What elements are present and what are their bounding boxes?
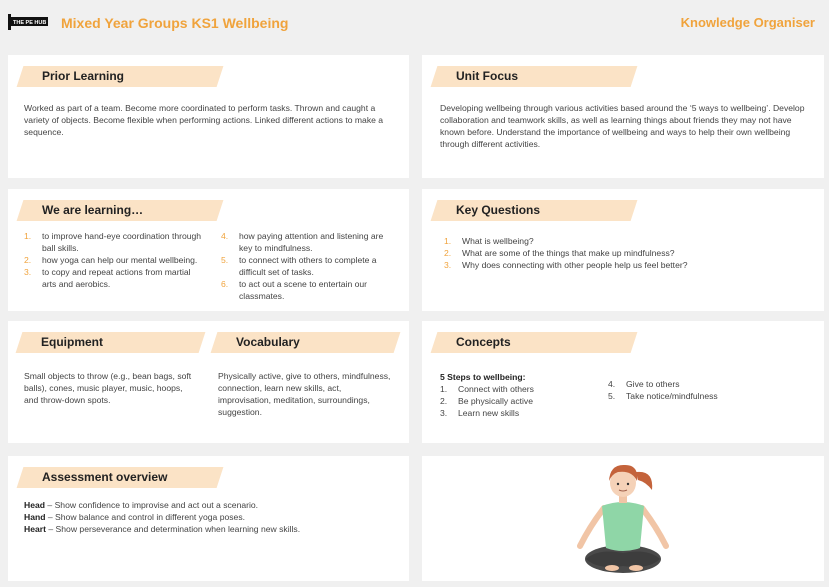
header bbox=[0, 0, 829, 46]
assessment-heart: Heart – Show perseverance and determination when learning new skills. bbox=[24, 523, 301, 534]
key-questions-panel bbox=[422, 189, 824, 311]
list-item: 3. to copy and repeat actions from martial arts and aerobics. bbox=[24, 266, 191, 289]
list-item: 5. Take notice/mindfulness bbox=[608, 390, 718, 401]
unit-focus-heading: Unit Focus bbox=[456, 69, 518, 83]
prior-learning-heading-tag bbox=[17, 66, 224, 87]
prior-learning-heading: Prior Learning bbox=[42, 69, 125, 83]
assessment-hand: Hand – Show balance and control in different yoga poses. bbox=[24, 511, 246, 522]
key-questions-heading-tag bbox=[431, 200, 638, 221]
we-are-learning-heading: We are learning… bbox=[42, 203, 144, 217]
list-item: 2. how yoga can help our mental wellbeing. bbox=[24, 254, 198, 265]
yoga-girl-illustration bbox=[568, 456, 678, 581]
list-item: 1. to improve hand-eye coordination through ball skills. bbox=[24, 231, 202, 253]
illustration-panel bbox=[422, 456, 824, 581]
key-questions-heading: Key Questions bbox=[456, 203, 541, 217]
prior-learning-text: Worked as part of a team. Become more coordinated to perform tasks. Thrown and caught a variety of objects. Become flexible when performing actions. Linked different actions to make a sequence. bbox=[24, 103, 384, 137]
concepts-panel bbox=[422, 321, 824, 443]
assessment-head: Head – Show confidence to improvise and act out a scenario. bbox=[24, 500, 259, 510]
page-subtitle: Knowledge Organiser bbox=[680, 15, 815, 30]
concepts-heading-tag bbox=[431, 332, 638, 353]
equipment-vocabulary-panel bbox=[8, 321, 409, 443]
prior-learning-panel bbox=[8, 55, 409, 178]
concepts-heading: Concepts bbox=[456, 335, 511, 349]
key-questions-list bbox=[444, 236, 804, 272]
equipment-heading-tag bbox=[16, 332, 206, 353]
svg-text:THE PE HUB: THE PE HUB bbox=[13, 20, 47, 26]
we-are-learning-list-right bbox=[221, 231, 396, 302]
vocabulary-text: Physically active, give to others, mindfulness, connection, learn new skills, act, improvisation, meditation, surroundings, suggestion. bbox=[218, 371, 391, 417]
vocabulary-heading: Vocabulary bbox=[236, 335, 300, 349]
list-item: 4. Give to others bbox=[608, 379, 680, 389]
list-item: 2. Be physically active bbox=[440, 395, 533, 406]
equipment-text: Small objects to throw (e.g., bean bags, soft balls), cones, music player, music, hoops, and throw-down spots. bbox=[24, 371, 192, 405]
unit-focus-panel bbox=[422, 55, 824, 178]
list-item: 5. to connect with others to complete a difficult set of tasks. bbox=[221, 254, 377, 277]
list-item: 3. Why does connecting with other people help us feel better? bbox=[444, 259, 688, 270]
list-item: 1. What is wellbeing? bbox=[444, 236, 534, 246]
concepts-list-right bbox=[608, 379, 788, 403]
assessment-list bbox=[24, 500, 399, 536]
list-item: 4. how paying attention and listening are key to mindfulness. bbox=[221, 231, 384, 253]
list-item: 1. Connect with others bbox=[440, 384, 534, 394]
concepts-intro: 5 Steps to wellbeing: bbox=[440, 372, 526, 382]
unit-focus-heading-tag bbox=[431, 66, 638, 87]
concepts-list-left bbox=[440, 384, 600, 420]
we-are-learning-heading-tag bbox=[17, 200, 224, 221]
equipment-heading: Equipment bbox=[41, 335, 103, 349]
vocabulary-heading-tag bbox=[211, 332, 401, 353]
list-item: 3. Learn new skills bbox=[440, 407, 520, 418]
assessment-heading-tag bbox=[17, 467, 224, 488]
page-title: Mixed Year Groups KS1 Wellbeing bbox=[61, 15, 289, 31]
we-are-learning-list-left bbox=[24, 231, 204, 291]
pe-hub-logo bbox=[8, 14, 48, 30]
assessment-panel bbox=[8, 456, 409, 581]
we-are-learning-panel bbox=[8, 189, 409, 311]
list-item: 2. What are some of the things that make up mindfulness? bbox=[444, 247, 675, 258]
assessment-heading: Assessment overview bbox=[42, 470, 168, 484]
unit-focus-text: Developing wellbeing through various activities based around the ‘5 ways to wellbeing’. Develop collaboration and teamwork skills, as well as learning things about friends they may not have known before. Understand the importance of wellbeing and ways to help their own wellbeing through different activities. bbox=[440, 103, 805, 149]
list-item: 6. to act out a scene to entertain our classmates. bbox=[221, 278, 368, 301]
